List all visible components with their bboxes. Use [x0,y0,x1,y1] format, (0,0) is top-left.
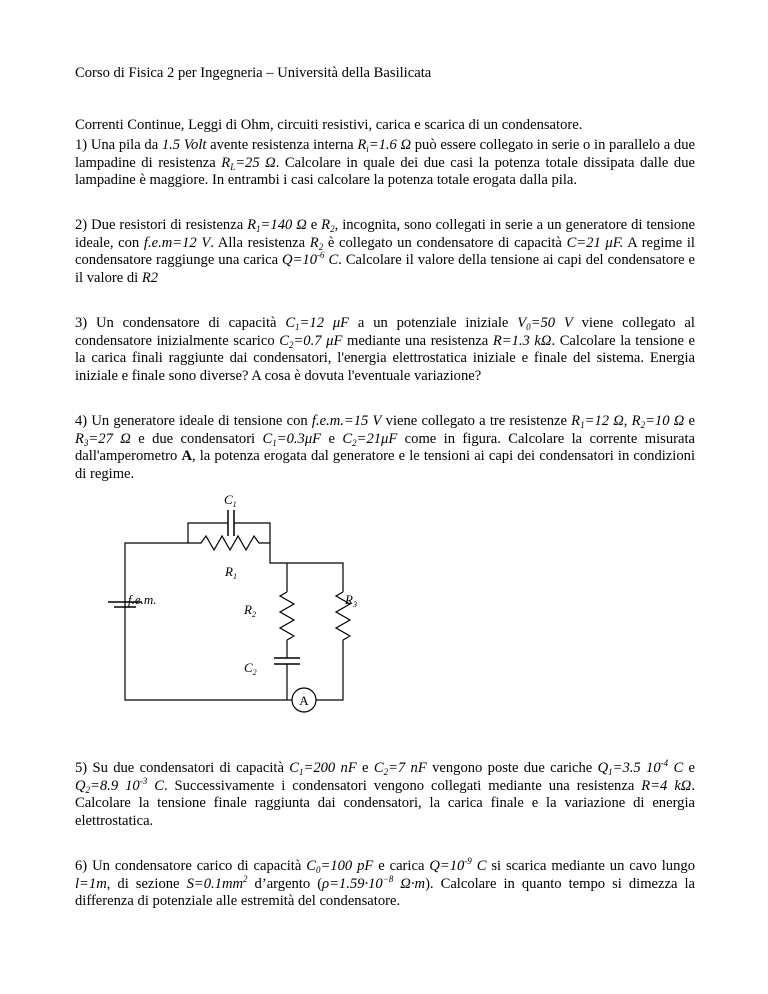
topic-heading: Correnti Continue, Leggi di Ohm, circuiti resistivi, carica e scarica di un condensatore. [75,117,583,133]
problem-3: 3) Un condensatore di capacità $C_1=12$ μF a un potenziale iniziale $V_0=50$ V viene collegato al condensatore inizialmente scarico $C_2=0.7$ μF mediante una resistenza R=1.3 kΩ. Calcolare la tensione e la carica finali raggiunte dai condensatori, l'energia elettrostatica iniziale e finale del sistema. Energia iniziale e finale sono diverse? A cosa è dovuta l'eventuale variazione? [75,315,696,384]
problem-1: 1) Una pila da 1.5 Volt avente resistenza interna $R_i=1.6$ Ω può essere collegato in serie o in parallelo a due lampadine di resistenza $R_L=25$ Ω. Calcolare in quale dei due casi la potenza totale dissipata dalle due lampadine è maggiore. In entrambi i casi calcolare la potenza totale erogata dalla pila. [75,137,695,189]
problem-4: 4) Un generatore ideale di tensione con f.e.m.=15 V viene collegato a tre resistenze $R_1=12$ Ω, $R_2=10$ Ω e $R_3=27$ Ω e due condensatori $C_1=0.3\mu F$ e $C_2=21\mu F$ come in figura. Calcolare la corrente misurata dall'amperometro A, la potenza erogata dal generatore e le tensioni ai capi dei condensatori in condizioni di regime. [75,413,695,482]
problem-5: 5) Su due condensatori di capacità $C_1=200$ nF e $C_2=7$ nF vengono poste due cariche $Q_1=3.5$ $10^{-4}$ C e $Q_2=8.9$ $10^{-3}$ C. Successivamente i condensatori vengono collegati mediante una resistenza R=4 kΩ. Calcolare la tensione finale raggiunta dai condensatori, la carica finale e la variazione di energia elettrostatica. [75,758,696,829]
circuit-diagram [100,490,460,720]
wire-r3-bottom [316,640,343,700]
wire-bottom-left [125,607,287,700]
c2-label: $C_2$ [244,660,257,677]
r3-label: $R_3$ [345,592,357,609]
problem-6: 6) Un condensatore carico di capacità $C_0=100$ pF e carica $Q=10^{-9}$ C si scarica mediante un cavo lungo l=1m, di sezione $S=0.1mm^2$ d’argento ($\rho=1.59\cdot 10^{-8}$ Ω·m). Calcolare in quanto tempo si dimezza la differenza di potenziale alle estremità del condensatore. [75,856,696,910]
r1-label: $R_1$ [225,564,237,581]
course-header: Corso di Fisica 2 per Ingegneria – Università della Basilicata [75,65,432,81]
fem-label: f.e.m. [128,592,157,607]
r2-label: $R_2$ [244,602,256,619]
problem-number: 6) [75,858,88,874]
problem-number: 3) [75,315,88,331]
wire-top-right [270,543,343,592]
r2-resistor [280,592,294,640]
problem-number: 1) [75,137,88,153]
problem-number: 5) [75,760,88,776]
c1-label: $C_1$ [224,492,237,509]
problem-number: 2) [75,217,88,233]
problem-2: 2) Due resistori di resistenza $R_1=140$ Ω e $R_2$, incognita, sono collegati in serie a un generatore di tensione ideale, con f.e.m=12 V. Alla resistenza $R_2$ è collegato un condensatore di capacità C=21 μF. A regime il condensatore raggiunge una carica $Q=10^{-6}$ C. Calcolare il valore della tensione ai capi del condensatore e il valore di R2 [75,217,695,286]
ammeter-label: A [299,693,309,708]
r1-resistor [188,536,270,550]
problem-number: 4) [75,413,88,429]
